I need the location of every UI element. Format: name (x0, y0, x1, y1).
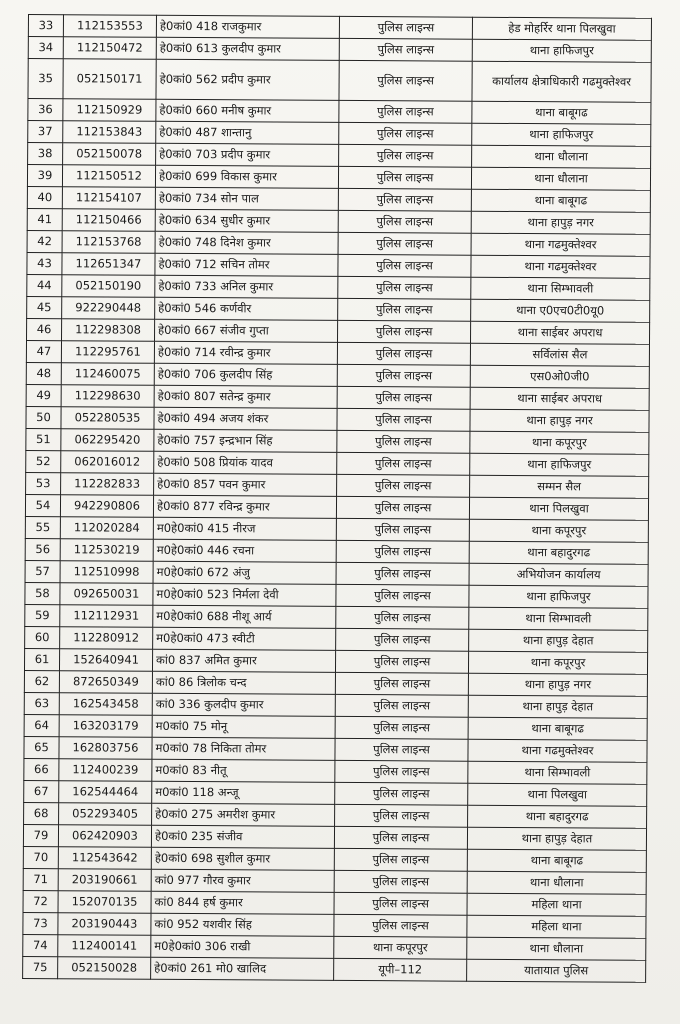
current-posting-cell: पुलिस लाइन्स (339, 16, 472, 39)
new-posting-cell: थाना धौलाना (467, 937, 646, 960)
serial-number-cell: 53 (26, 472, 61, 494)
pno-number-cell: 052150028 (58, 957, 151, 980)
new-posting-cell: थाना बहादुरगढ (468, 805, 647, 828)
pno-number-cell: 062420903 (58, 825, 151, 848)
pno-number-cell: 112150512 (62, 165, 155, 188)
pno-number-cell: 162543458 (59, 693, 152, 716)
new-posting-cell: थाना हापुड़ देहात (467, 827, 646, 850)
current-posting-cell: पुलिस लाइन्स (337, 430, 470, 453)
new-posting-cell: थाना हापुड़ नगर (471, 211, 650, 234)
serial-number-cell: 60 (25, 626, 60, 648)
new-posting-cell: थाना कपूरपुर (469, 519, 648, 542)
serial-number-cell: 37 (28, 121, 63, 143)
current-posting-cell: पुलिस लाइन्स (334, 870, 467, 893)
serial-number-cell: 41 (27, 208, 62, 230)
new-posting-cell: थाना हापुड़ नगर (468, 673, 647, 696)
new-posting-cell: थाना हाफिजपुर (472, 123, 651, 146)
rank-name-cell: हे0कां0 699 विकास कुमार (155, 165, 338, 188)
new-posting-cell: थाना कपूरपुर (470, 431, 649, 454)
new-posting-cell: सर्विलांस सैल (470, 343, 649, 366)
new-posting-cell: थाना बाबूगढ (472, 101, 651, 124)
rank-name-cell: म0हे0कां0 688 नीशू आर्य (153, 605, 336, 628)
pno-number-cell: 162544464 (59, 781, 152, 804)
pno-number-cell: 163203179 (59, 715, 152, 738)
new-posting-cell: थाना गढमुक्तेश्वर (471, 233, 650, 256)
rank-name-cell: हे0कां0 757 इन्द्रभान सिंह (154, 429, 337, 452)
rank-name-cell: म0कां0 78 निकिता तोमर (152, 737, 335, 760)
new-posting-cell: थाना पिलखुवा (468, 783, 647, 806)
serial-number-cell: 59 (25, 604, 60, 626)
pno-number-cell: 052150190 (62, 275, 155, 298)
serial-number-cell: 74 (23, 934, 58, 956)
rank-name-cell: हे0कां0 494 अजय शंकर (154, 407, 337, 430)
current-posting-cell: पुलिस लाइन्स (338, 166, 471, 189)
pno-number-cell: 922290448 (62, 297, 155, 320)
rank-name-cell: कां0 336 कुलदीप कुमार (152, 693, 335, 716)
serial-number-cell: 61 (24, 648, 59, 670)
rank-name-cell: म0हे0कां0 446 रचना (153, 539, 336, 562)
current-posting-cell: पुलिस लाइन्स (335, 694, 468, 717)
serial-number-cell: 75 (23, 956, 58, 978)
rank-name-cell: हे0कां0 562 प्रदीप कुमार (156, 59, 339, 100)
pno-number-cell: 162803756 (59, 737, 152, 760)
new-posting-cell: महिला थाना (467, 893, 646, 916)
current-posting-cell: पुलिस लाइन्स (336, 628, 469, 651)
serial-number-cell: 70 (23, 846, 58, 868)
serial-number-cell: 42 (27, 230, 62, 252)
rank-name-cell: हे0कां0 748 दिनेश कुमार (155, 231, 338, 254)
serial-number-cell: 65 (24, 736, 59, 758)
current-posting-cell: पुलिस लाइन्स (334, 848, 467, 871)
current-posting-cell: पुलिस लाइन्स (338, 254, 471, 277)
pno-number-cell: 112543642 (58, 847, 151, 870)
pno-number-cell: 112150929 (63, 99, 156, 122)
transfer-table (22, 14, 652, 983)
pno-number-cell: 112153768 (62, 231, 155, 254)
current-posting-cell: पुलिस लाइन्स (337, 320, 470, 343)
table-row (23, 956, 646, 982)
rank-name-cell: म0कां0 83 नीतू (152, 759, 335, 782)
current-posting-cell: पुलिस लाइन्स (339, 144, 472, 167)
rank-name-cell: हे0कां0 261 मो0 खालिद (151, 957, 334, 980)
pno-number-cell: 052293405 (59, 803, 152, 826)
current-posting-cell: पुलिस लाइन्स (335, 650, 468, 673)
current-posting-cell: पुलिस लाइन्स (337, 408, 470, 431)
pno-number-cell: 203190443 (58, 913, 151, 936)
serial-number-cell: 49 (26, 384, 61, 406)
new-posting-cell: थाना हाफिजपुर (470, 453, 649, 476)
pno-number-cell: 942290806 (60, 495, 153, 518)
rank-name-cell: हे0कां0 275 अमरीश कुमार (152, 803, 335, 826)
current-posting-cell: पुलिस लाइन्स (335, 672, 468, 695)
serial-number-cell: 46 (27, 318, 62, 340)
new-posting-cell: थाना गढमुक्तेश्वर (468, 739, 647, 762)
rank-name-cell: हे0कां0 546 कर्णवीर (155, 297, 338, 320)
serial-number-cell: 45 (27, 296, 62, 318)
rank-name-cell: म0हे0कां0 523 निर्मला देवी (153, 583, 336, 606)
pno-number-cell: 112153553 (63, 15, 156, 38)
serial-number-cell: 48 (26, 362, 61, 384)
rank-name-cell: हे0कां0 807 सतेन्द्र कुमार (154, 385, 337, 408)
pno-number-cell: 112651347 (62, 253, 155, 276)
pno-number-cell: 112298308 (62, 319, 155, 342)
pno-number-cell: 112295761 (61, 341, 154, 364)
new-posting-cell: यातायात पुलिस (467, 959, 646, 982)
current-posting-cell: पुलिस लाइन्स (334, 914, 467, 937)
serial-number-cell: 55 (25, 516, 60, 538)
rank-name-cell: हे0कां0 613 कुलदीप कुमार (156, 37, 339, 60)
new-posting-cell: कार्यालय क्षेत्राधिकारी गढमुक्तेश्वर (472, 61, 651, 102)
serial-number-cell: 43 (27, 252, 62, 274)
new-posting-cell: थाना कपूरपुर (468, 651, 647, 674)
serial-number-cell: 63 (24, 692, 59, 714)
rank-name-cell: म0हे0कां0 415 नीरज (153, 517, 336, 540)
pno-number-cell: 112150466 (62, 209, 155, 232)
pno-number-cell: 112400239 (59, 759, 152, 782)
new-posting-cell: थाना बाबूगढ (467, 849, 646, 872)
new-posting-cell: थाना हापुड़ देहात (469, 629, 648, 652)
rank-name-cell: हे0कां0 508 प्रियांक यादव (154, 451, 337, 474)
serial-number-cell: 44 (27, 274, 62, 296)
rank-name-cell: हे0कां0 712 सचिन तोमर (155, 253, 338, 276)
current-posting-cell: पुलिस लाइन्स (339, 100, 472, 123)
serial-number-cell: 57 (25, 560, 60, 582)
serial-number-cell: 62 (24, 670, 59, 692)
serial-number-cell: 51 (26, 428, 61, 450)
serial-number-cell: 56 (25, 538, 60, 560)
new-posting-cell: अभियोजन कार्यालय (469, 563, 648, 586)
pno-number-cell: 112154107 (62, 187, 155, 210)
current-posting-cell: पुलिस लाइन्स (337, 452, 470, 475)
pno-number-cell: 112150472 (63, 37, 156, 60)
new-posting-cell: सम्मन सैल (470, 475, 649, 498)
serial-number-cell: 72 (23, 890, 58, 912)
rank-name-cell: हे0कां0 235 संजीव (151, 825, 334, 848)
new-posting-cell: थाना बहादुरगढ (469, 541, 648, 564)
rank-name-cell: हे0कां0 857 पवन कुमार (154, 473, 337, 496)
rank-name-cell: म0कां0 75 मोनू (152, 715, 335, 738)
serial-number-cell: 64 (24, 714, 59, 736)
current-posting-cell: पुलिस लाइन्स (336, 584, 469, 607)
serial-number-cell: 33 (28, 15, 63, 37)
serial-number-cell: 58 (25, 582, 60, 604)
current-posting-cell: पुलिस लाइन्स (334, 826, 467, 849)
pno-number-cell: 112530219 (60, 539, 153, 562)
new-posting-cell: थाना साईबर अपराध (470, 387, 649, 410)
pno-number-cell: 152070135 (58, 891, 151, 914)
pno-number-cell: 112298630 (61, 385, 154, 408)
serial-number-cell: 39 (27, 165, 62, 187)
new-posting-cell: थाना सिम्भावली (469, 607, 648, 630)
pno-number-cell: 112460075 (61, 363, 154, 386)
current-posting-cell: थाना कपूरपुर (334, 936, 467, 959)
new-posting-cell: थाना साईबर अपराध (470, 321, 649, 344)
pno-number-cell: 872650349 (59, 671, 152, 694)
rank-name-cell: हे0कां0 734 सोन पाल (155, 187, 338, 210)
current-posting-cell: पुलिस लाइन्स (338, 210, 471, 233)
new-posting-cell: थाना हाफिजपुर (469, 585, 648, 608)
rank-name-cell: कां0 837 अमित कुमार (152, 649, 335, 672)
serial-number-cell: 79 (23, 824, 58, 846)
new-posting-cell: हेड मोहर्रिर थाना पिलखुवा (472, 17, 651, 40)
new-posting-cell: थाना पिलखुवा (469, 497, 648, 520)
new-posting-cell: थाना हापुड़ नगर (470, 409, 649, 432)
current-posting-cell: पुलिस लाइन्स (335, 760, 468, 783)
new-posting-cell: थाना सिम्भावली (468, 761, 647, 784)
new-posting-cell: थाना बाबूगढ (468, 717, 647, 740)
pno-number-cell: 062016012 (61, 451, 154, 474)
serial-number-cell: 34 (28, 37, 63, 59)
pno-number-cell: 052150171 (63, 59, 156, 100)
rank-name-cell: हे0कां0 660 मनीष कुमार (156, 99, 339, 122)
serial-number-cell: 67 (24, 780, 59, 802)
current-posting-cell: पुलिस लाइन्स (337, 474, 470, 497)
serial-number-cell: 35 (28, 59, 63, 99)
serial-number-cell: 52 (26, 450, 61, 472)
current-posting-cell: पुलिस लाइन्स (335, 782, 468, 805)
rank-name-cell: हे0कां0 714 रवीन्द्र कुमार (154, 341, 337, 364)
rank-name-cell: म0हे0कां0 672 अंजु (153, 561, 336, 584)
current-posting-cell: पुलिस लाइन्स (336, 606, 469, 629)
rank-name-cell: हे0कां0 703 प्रदीप कुमार (156, 143, 339, 166)
pno-number-cell: 112153843 (63, 121, 156, 144)
rank-name-cell: हे0कां0 418 राजकुमार (156, 15, 339, 38)
rank-name-cell: कां0 977 गौरव कुमार (151, 869, 334, 892)
current-posting-cell: पुलिस लाइन्स (338, 232, 471, 255)
current-posting-cell: पुलिस लाइन्स (337, 386, 470, 409)
transfer-table-body (23, 15, 652, 983)
pno-number-cell: 112280912 (60, 627, 153, 650)
new-posting-cell: थाना धौलाना (467, 871, 646, 894)
new-posting-cell: थाना सिम्भावली (471, 277, 650, 300)
current-posting-cell: पुलिस लाइन्स (336, 540, 469, 563)
current-posting-cell: यूपी–112 (334, 958, 467, 981)
new-posting-cell: महिला थाना (467, 915, 646, 938)
pno-number-cell: 092650031 (60, 583, 153, 606)
current-posting-cell: पुलिस लाइन्स (336, 518, 469, 541)
serial-number-cell: 50 (26, 406, 61, 428)
current-posting-cell: पुलिस लाइन्स (338, 298, 471, 321)
pno-number-cell: 112020284 (60, 517, 153, 540)
serial-number-cell: 38 (28, 143, 63, 165)
current-posting-cell: पुलिस लाइन्स (338, 276, 471, 299)
rank-name-cell: हे0कां0 667 संजीव गुप्ता (155, 319, 338, 342)
table-row (28, 59, 651, 103)
pno-number-cell: 112510998 (60, 561, 153, 584)
rank-name-cell: कां0 952 यशवीर सिंह (151, 913, 334, 936)
serial-number-cell: 54 (25, 494, 60, 516)
new-posting-cell: थाना गढमुक्तेश्वर (471, 255, 650, 278)
current-posting-cell: पुलिस लाइन्स (337, 342, 470, 365)
current-posting-cell: पुलिस लाइन्स (339, 38, 472, 61)
rank-name-cell: हे0कां0 634 सुधीर कुमार (155, 209, 338, 232)
rank-name-cell: हे0कां0 706 कुलदीप सिंह (154, 363, 337, 386)
rank-name-cell: म0कां0 118 अन्जू (152, 781, 335, 804)
serial-number-cell: 36 (28, 99, 63, 121)
rank-name-cell: कां0 86 त्रिलोक चन्द (152, 671, 335, 694)
serial-number-cell: 73 (23, 912, 58, 934)
current-posting-cell: पुलिस लाइन्स (337, 364, 470, 387)
rank-name-cell: म0हे0कां0 306 राखी (151, 935, 334, 958)
current-posting-cell: पुलिस लाइन्स (339, 122, 472, 145)
pno-number-cell: 112282833 (61, 473, 154, 496)
new-posting-cell: थाना ए0एच0टी0यू0 (471, 299, 650, 322)
pno-number-cell: 152640941 (59, 649, 152, 672)
current-posting-cell: पुलिस लाइन्स (334, 892, 467, 915)
new-posting-cell: एस0ओ0जी0 (470, 365, 649, 388)
rank-name-cell: हे0कां0 877 रविन्द्र कुमार (153, 495, 336, 518)
serial-number-cell: 40 (27, 186, 62, 208)
serial-number-cell: 71 (23, 868, 58, 890)
rank-name-cell: म0हे0कां0 473 स्वीटी (153, 627, 336, 650)
pno-number-cell: 052280535 (61, 407, 154, 430)
serial-number-cell: 68 (24, 802, 59, 824)
rank-name-cell: हे0कां0 698 सुशील कुमार (151, 847, 334, 870)
pno-number-cell: 203190661 (58, 869, 151, 892)
rank-name-cell: हे0कां0 487 शान्तानु (156, 121, 339, 144)
new-posting-cell: थाना धौलाना (471, 167, 650, 190)
pno-number-cell: 112112931 (60, 605, 153, 628)
current-posting-cell: पुलिस लाइन्स (336, 562, 469, 585)
serial-number-cell: 47 (26, 340, 61, 362)
serial-number-cell: 66 (24, 758, 59, 780)
rank-name-cell: हे0कां0 733 अनिल कुमार (155, 275, 338, 298)
current-posting-cell: पुलिस लाइन्स (335, 738, 468, 761)
new-posting-cell: थाना हापुड़ देहात (468, 695, 647, 718)
pno-number-cell: 052150078 (63, 143, 156, 166)
current-posting-cell: पुलिस लाइन्स (339, 60, 472, 101)
new-posting-cell: थाना बाबूगढ (471, 189, 650, 212)
pno-number-cell: 062295420 (61, 429, 154, 452)
rank-name-cell: कां0 844 हर्ष कुमार (151, 891, 334, 914)
new-posting-cell: थाना धौलाना (472, 145, 651, 168)
current-posting-cell: पुलिस लाइन्स (336, 496, 469, 519)
current-posting-cell: पुलिस लाइन्स (338, 188, 471, 211)
current-posting-cell: पुलिस लाइन्स (335, 804, 468, 827)
pno-number-cell: 112400141 (58, 935, 151, 958)
new-posting-cell: थाना हाफिजपुर (472, 39, 651, 62)
current-posting-cell: पुलिस लाइन्स (335, 716, 468, 739)
